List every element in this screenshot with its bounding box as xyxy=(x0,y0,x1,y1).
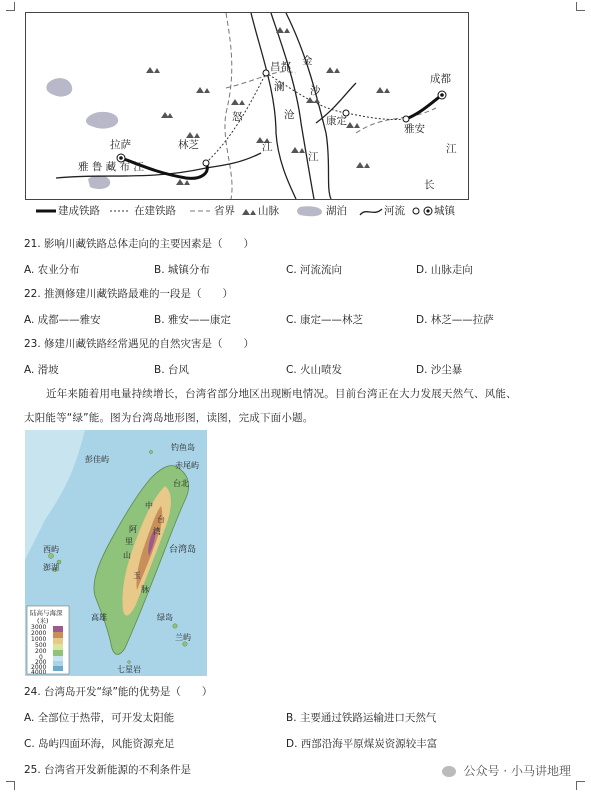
legend-value-6: 200 xyxy=(35,659,47,666)
question-21-stem: 21. 影响川藏铁路总体走向的主要因素是（ ） xyxy=(24,238,255,250)
question-23-stem: 23. 修建川藏铁路经常遇见的自然灾害是（ ） xyxy=(24,338,255,350)
question-24-option-a[interactable]: A. 全部位于热带，可开发太阳能 xyxy=(24,712,175,724)
label-tai: 台 xyxy=(157,515,165,524)
question-22-option-b[interactable]: B. 雅安——康定 xyxy=(154,314,231,326)
label-taibei: 台北 xyxy=(173,479,189,488)
legend-title: 陆高与海深 xyxy=(30,609,63,617)
label-jin: 金 xyxy=(302,55,313,67)
label-qixing: 七星岩 xyxy=(117,665,141,674)
question-23-option-d[interactable]: D. 沙尘暴 xyxy=(416,364,463,376)
label-chiwei: 赤尾屿 xyxy=(175,461,199,470)
label-mo: 脉 xyxy=(141,585,149,594)
label-shan-1: 山 xyxy=(123,551,131,560)
corner-mark-tr xyxy=(576,2,585,11)
question-24-option-b[interactable]: B. 主要通过铁路运输进口天然气 xyxy=(286,712,437,724)
legend-value-4: 200 xyxy=(35,648,47,655)
legend-value-5: 0 xyxy=(39,654,43,661)
town-marker-chengdu-dot xyxy=(440,93,444,97)
label-zhong: 中 xyxy=(145,501,153,510)
legend-unit: (米) xyxy=(37,617,49,625)
label-changdu: 昌都 xyxy=(270,61,291,73)
label-chengdu: 成都 xyxy=(430,73,451,85)
railway-map-legend xyxy=(30,203,470,219)
corner-mark-tl xyxy=(6,2,15,11)
taiwan-terrain-map xyxy=(25,430,207,676)
label-yalu: 雅 鲁 藏 布 江 xyxy=(78,161,144,173)
label-chang: 长 xyxy=(424,179,435,191)
watermark-text: 公众号 · 小马讲地理 xyxy=(463,764,571,778)
label-ludao: 绿岛 xyxy=(157,613,173,622)
question-21-option-a[interactable]: A. 农业分布 xyxy=(24,264,80,276)
question-22-stem: 22. 推测修建川藏铁路最难的一段是（ ） xyxy=(24,288,234,300)
railway-built xyxy=(406,95,442,119)
legend-lake: 湖泊 xyxy=(326,205,347,217)
question-24-option-c[interactable]: C. 岛屿四面环海，风能资源充足 xyxy=(24,738,175,750)
province-border xyxy=(225,13,232,199)
river-line xyxy=(271,13,314,199)
question-21-option-b[interactable]: B. 城镇分布 xyxy=(154,264,210,276)
label-lan: 澜 xyxy=(274,81,285,93)
legend-value-1: 2000 xyxy=(31,630,47,637)
label-pengjia: 彭佳屿 xyxy=(85,455,109,464)
label-jiang-2: 江 xyxy=(308,151,319,163)
question-22-option-c[interactable]: C. 康定——林芝 xyxy=(286,314,364,326)
lake-shape xyxy=(86,112,118,129)
label-yu: 玉 xyxy=(133,571,141,580)
label-taiwan-island: 台湾岛 xyxy=(169,545,197,555)
label-diaoyu: 钓鱼岛 xyxy=(171,443,195,452)
legend-value-0: 3000 xyxy=(31,624,47,631)
river-line xyxy=(251,13,296,199)
question-22-option-a[interactable]: A. 成都——雅安 xyxy=(24,314,101,326)
label-linzhi: 林芝 xyxy=(178,139,199,151)
label-lasa: 拉萨 xyxy=(110,139,131,151)
legend-border: 省界 xyxy=(214,205,235,217)
label-gaoxiong: 高雄 xyxy=(91,613,107,622)
passage-line-2: 太阳能等“绿”能。图为台湾岛地形图，读图，完成下面小题。 xyxy=(24,412,314,424)
legend-value-8: 4000 xyxy=(31,669,47,676)
legend-value-7: 2000 xyxy=(31,664,47,671)
label-sha: 沙 xyxy=(310,85,321,97)
lake-shape xyxy=(88,175,110,189)
question-23-option-c[interactable]: C. 火山喷发 xyxy=(286,364,343,376)
legend-town: 城镇 xyxy=(434,205,455,217)
wechat-icon xyxy=(442,766,456,777)
legend-building-rail: 在建铁路 xyxy=(134,205,176,217)
question-24-stem: 24. 台湾岛开发“绿”能的优势是（ ） xyxy=(24,686,213,698)
mountain-symbols xyxy=(146,27,390,185)
question-21-option-c[interactable]: C. 河流流向 xyxy=(286,264,343,276)
legend-value-3: 500 xyxy=(35,642,47,649)
watermark xyxy=(442,762,571,779)
question-25-stem: 25. 台湾省开发新能源的不利条件是 xyxy=(24,764,192,776)
label-yaan: 雅安 xyxy=(404,123,425,135)
town-marker-changdu xyxy=(263,70,269,76)
label-li: 里 xyxy=(125,537,133,546)
label-nu: 怒 xyxy=(232,111,243,123)
corner-mark-bl xyxy=(6,781,15,790)
railway-map xyxy=(25,12,469,200)
legend-mountain: 山脉 xyxy=(258,205,279,217)
label-jiang-1: 江 xyxy=(262,141,273,153)
corner-mark-br xyxy=(576,781,585,790)
passage-line-1: 近年来随着用电量持续增长，台湾省部分地区出现断电情况。目前台湾正在大力发展天然气、风能、 xyxy=(46,388,517,400)
label-jiang-3: 江 xyxy=(446,143,457,155)
town-marker-linzhi xyxy=(203,160,209,166)
legend-river: 河流 xyxy=(384,205,405,217)
label-cang: 沧 xyxy=(284,109,295,121)
label-xiyu: 西屿 xyxy=(43,545,59,554)
label-kangding: 康定 xyxy=(326,115,347,127)
lake-shape xyxy=(46,78,72,97)
label-a: 阿 xyxy=(129,525,137,534)
question-21-option-d[interactable]: D. 山脉走向 xyxy=(416,264,473,276)
legend-built-rail: 建成铁路 xyxy=(58,205,100,217)
label-wan: 湾 xyxy=(153,527,161,536)
question-22-option-d[interactable]: D. 林芝——拉萨 xyxy=(416,314,494,326)
question-24-option-d[interactable]: D. 西部沿海平原煤炭资源较丰富 xyxy=(286,738,438,750)
legend-value-2: 1000 xyxy=(31,636,47,643)
question-23-option-a[interactable]: A. 滑坡 xyxy=(24,364,59,376)
label-lanyu: 兰屿 xyxy=(175,633,191,642)
question-23-option-b[interactable]: B. 台风 xyxy=(154,364,189,376)
label-penghu: 澎湖 xyxy=(43,563,59,572)
